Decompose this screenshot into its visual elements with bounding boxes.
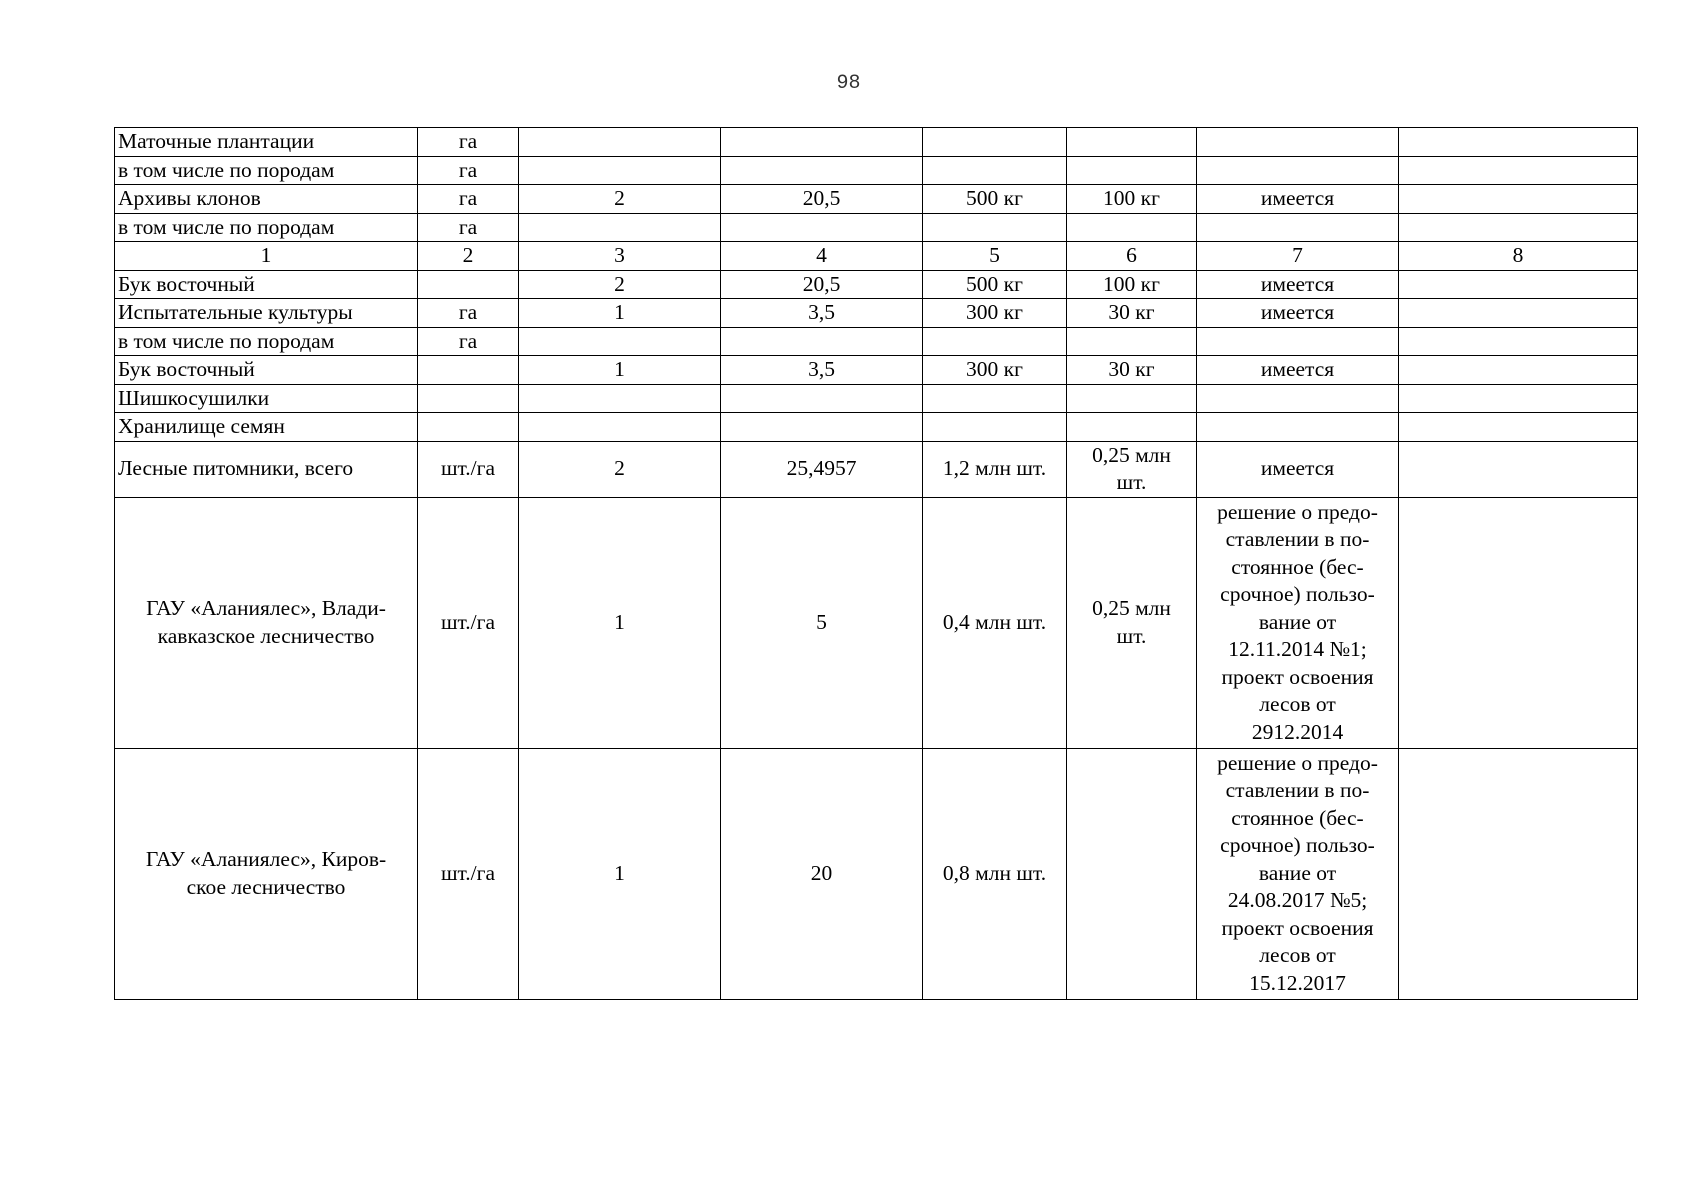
value-cell-4: 5 [721,497,923,748]
row-name-cell: Шишкосушилки [115,384,418,413]
value-line: 0,25 млн [1092,442,1171,467]
value-line: шт. [1116,623,1147,648]
value-cell-3: 2 [519,270,721,299]
value-cell-6 [1067,497,1197,748]
row-name-cell: Маточные плантации [115,128,418,157]
value-cell-3: 1 [519,356,721,385]
value-cell-8 [1399,356,1638,385]
value-cell-5 [923,156,1067,185]
value-cell-7 [1197,128,1399,157]
value-cell-8 [1399,128,1638,157]
value-cell-7 [1197,213,1399,242]
note-line: проект освоения [1221,915,1374,940]
row-name-cell: в том числе по породам [115,156,418,185]
value-cell-7: имеется [1197,299,1399,328]
value-cell-6: 30 кг [1067,299,1197,328]
value-cell-5 [923,128,1067,157]
value-cell-3: 1 [519,748,721,999]
value-cell-7: имеется [1197,185,1399,214]
value-cell-7: имеется [1197,356,1399,385]
table-row [115,327,1638,356]
value-cell-8 [1399,384,1638,413]
note-line: 12.11.2014 №1; [1228,637,1367,662]
value-cell-5: 1,2 млн шт. [923,441,1067,497]
row-name-cell: Хранилище семян [115,413,418,442]
unit-cell: шт./га [418,748,519,999]
value-cell-6 [1067,748,1197,999]
note-line: 15.12.2017 [1249,970,1346,995]
value-cell-4: 25,4957 [721,441,923,497]
value-cell-6 [1067,441,1197,497]
row-name-cell: Лесные питомники, всего [115,441,418,497]
row-name-cell: в том числе по породам [115,213,418,242]
unit-cell: шт./га [418,441,519,497]
table-row [115,213,1638,242]
value-cell-7 [1197,327,1399,356]
column-numbers-row [115,242,1638,271]
value-cell-3: 2 [519,441,721,497]
note-line: вание от [1258,860,1337,885]
value-cell-4: 20 [721,748,923,999]
value-cell-7 [1197,384,1399,413]
unit-cell: га [418,185,519,214]
table-row [115,441,1638,497]
note-line: ставлении в по- [1225,778,1370,803]
value-cell-4: 20,5 [721,185,923,214]
value-cell-3 [519,327,721,356]
value-cell-6 [1067,384,1197,413]
value-cell-6 [1067,128,1197,157]
value-cell-3: 1 [519,497,721,748]
row-name-cell: в том числе по породам [115,327,418,356]
column-number: 8 [1399,242,1638,271]
value-cell-6 [1067,413,1197,442]
page-number: 98 [836,72,861,95]
value-cell-4: 3,5 [721,299,923,328]
value-cell-6 [1067,213,1197,242]
value-cell-3: 2 [519,185,721,214]
unit-cell [418,384,519,413]
note-line: лесов от [1259,943,1336,968]
row-name-cell [115,497,418,748]
value-cell-6: 30 кг [1067,356,1197,385]
value-cell-5: 0,4 млн шт. [923,497,1067,748]
row-name-cell [115,748,418,999]
value-line: шт. [1116,470,1147,494]
value-cell-8 [1399,497,1638,748]
value-cell-8 [1399,327,1638,356]
note-line: срочное) пользо- [1220,833,1375,858]
value-cell-5 [923,413,1067,442]
value-cell-7: имеется [1197,270,1399,299]
value-cell-5 [923,213,1067,242]
value-cell-7 [1197,748,1399,999]
unit-cell: шт./га [418,497,519,748]
unit-cell: га [418,299,519,328]
data-table [114,127,1638,1000]
table-row [115,299,1638,328]
unit-cell: га [418,156,519,185]
value-cell-4: 3,5 [721,356,923,385]
value-cell-4 [721,413,923,442]
table-row [115,497,1638,748]
value-cell-4 [721,128,923,157]
value-cell-5: 500 кг [923,185,1067,214]
value-cell-8 [1399,413,1638,442]
value-cell-5: 300 кг [923,356,1067,385]
unit-cell [418,356,519,385]
row-name-cell: Архивы клонов [115,185,418,214]
note-line: стоянное (бес- [1231,554,1364,579]
value-cell-8 [1399,213,1638,242]
value-cell-8 [1399,299,1638,328]
value-cell-7 [1197,413,1399,442]
row-name-cell: Испытательные культуры [115,299,418,328]
note-line: решение о предо- [1217,499,1378,524]
name-line: кавказское лесничество [157,623,375,648]
value-cell-3 [519,413,721,442]
table-row [115,128,1638,157]
table-row [115,156,1638,185]
unit-cell: га [418,327,519,356]
row-name-cell: Бук восточный [115,356,418,385]
value-cell-6 [1067,156,1197,185]
value-cell-7 [1197,156,1399,185]
name-line: ское лесничество [186,874,346,899]
value-cell-5: 500 кг [923,270,1067,299]
column-number: 2 [418,242,519,271]
table-row [115,748,1638,999]
column-number: 5 [923,242,1067,271]
value-cell-3 [519,128,721,157]
value-cell-5 [923,384,1067,413]
value-cell-7: имеется [1197,441,1399,497]
value-cell-5 [923,327,1067,356]
unit-cell [418,413,519,442]
table-row [115,185,1638,214]
value-cell-8 [1399,270,1638,299]
note-line: лесов от [1259,692,1336,717]
value-cell-3: 1 [519,299,721,328]
value-cell-3 [519,384,721,413]
note-line: 24.08.2017 №5; [1227,888,1368,913]
value-cell-5: 300 кг [923,299,1067,328]
value-cell-4 [721,156,923,185]
row-name-cell: Бук восточный [115,270,418,299]
unit-cell: га [418,213,519,242]
column-number: 4 [721,242,923,271]
note-line: срочное) пользо- [1220,582,1375,607]
value-cell-4 [721,213,923,242]
column-number: 6 [1067,242,1197,271]
value-cell-3 [519,213,721,242]
note-line: стоянное (бес- [1231,805,1364,830]
name-line: ГАУ «Аланиялес», Влади- [146,596,386,620]
note-line: решение о предо- [1217,750,1378,775]
unit-cell [418,270,519,299]
value-cell-6: 100 кг [1067,185,1197,214]
unit-cell: га [418,128,519,157]
note-line: проект освоения [1221,664,1374,689]
column-number: 3 [519,242,721,271]
value-cell-4 [721,327,923,356]
value-cell-4 [721,384,923,413]
name-line: ГАУ «Аланиялес», Киров- [145,847,387,871]
value-cell-8 [1399,156,1638,185]
table-row [115,270,1638,299]
value-cell-8 [1399,441,1638,497]
value-cell-5: 0,8 млн шт. [923,748,1067,999]
value-line: 0,25 млн [1092,596,1171,620]
table-row [115,413,1638,442]
column-number: 7 [1197,242,1399,271]
value-cell-6: 100 кг [1067,270,1197,299]
value-cell-4: 20,5 [721,270,923,299]
note-line: 2912.2014 [1251,719,1344,744]
value-cell-6 [1067,327,1197,356]
value-cell-8 [1399,185,1638,214]
table-body [115,128,1638,1000]
value-cell-3 [519,156,721,185]
table-row [115,356,1638,385]
note-line: вание от [1258,609,1337,634]
column-number: 1 [115,242,418,271]
note-line: ставлении в по- [1225,527,1370,552]
value-cell-7 [1197,497,1399,748]
value-cell-8 [1399,748,1638,999]
table-row [115,384,1638,413]
